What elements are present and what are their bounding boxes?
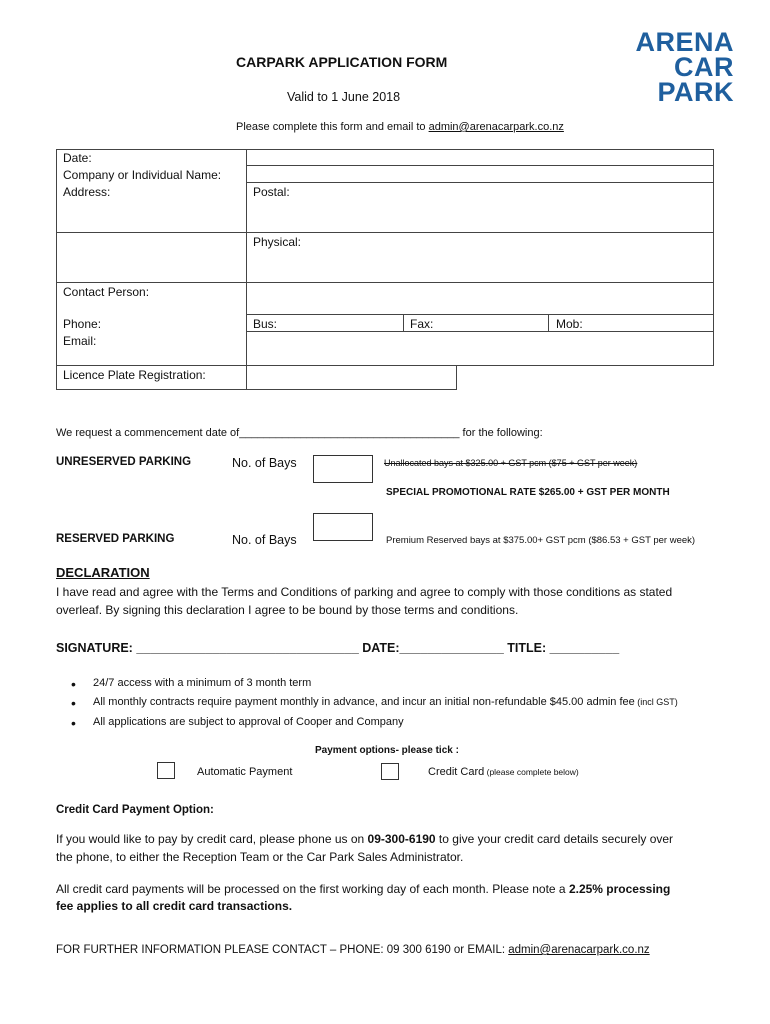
- table-border: [56, 149, 713, 390]
- credit-card-paragraph-1-line-2: the phone, to either the Reception Team or the Car Park Sales Administrator.: [56, 850, 464, 864]
- declaration-line-1: I have read and agree with the Terms and Conditions of parking and agree to comply with those conditions as stated: [56, 585, 673, 599]
- company-label: Company or Individual Name:: [63, 168, 222, 182]
- cc-phone: 09-300-6190: [367, 832, 436, 846]
- credit-card-note: (please complete below): [484, 767, 579, 777]
- cc-p1-b: to give your credit card details securely over: [435, 832, 674, 846]
- instruction-text: Please complete this form and email to: [236, 121, 429, 133]
- form-title: CARPARK APPLICATION FORM: [236, 54, 448, 70]
- reserved-price: Premium Reserved bays at $375.00+ GST pcm ($86.53 + GST per week): [386, 535, 696, 546]
- cc-p1-a: If you would like to pay by credit card, please phone us on: [56, 832, 368, 846]
- credit-card-option: [428, 766, 579, 778]
- postal-label: Postal:: [253, 185, 290, 199]
- commencement-request: [56, 427, 543, 439]
- commencement-date-field[interactable]: ____________________________________: [239, 427, 460, 439]
- automatic-payment-checkbox[interactable]: [157, 762, 175, 779]
- reserved-parking-label: RESERVED PARKING: [56, 533, 175, 545]
- special-promotional-rate: SPECIAL PROMOTIONAL RATE $265.00 + GST PER MONTH: [386, 487, 670, 498]
- unreserved-parking-label: UNRESERVED PARKING: [56, 456, 192, 468]
- cc-p2-b: 2.25% processing: [568, 882, 671, 896]
- instruction: [236, 121, 564, 133]
- date-label: Date:: [63, 151, 92, 165]
- credit-card-label: Credit Card: [428, 766, 485, 778]
- footer-email-link[interactable]: admin@arenacarpark.co.nz: [508, 944, 650, 956]
- fax-label: Fax:: [410, 317, 434, 331]
- address-label: Address:: [63, 185, 111, 199]
- unreserved-bays-label: No. of Bays: [232, 456, 297, 470]
- logo-line-2: CAR: [674, 52, 734, 82]
- logo-line-1: ARENA: [635, 27, 734, 57]
- declaration-line-2: overleaf. By signing this declaration I agree to be bound by those terms and conditions.: [56, 603, 519, 617]
- reserved-bays-input[interactable]: [313, 513, 373, 541]
- credit-card-heading: Credit Card Payment Option:: [56, 804, 214, 816]
- logo-line-3: PARK: [657, 77, 734, 107]
- mob-label: Mob:: [556, 317, 583, 331]
- bullet-payment-suffix: (incl GST): [634, 697, 678, 707]
- bullet-approval: • All applications are subject to approval of Cooper and Company: [93, 716, 404, 728]
- email-link[interactable]: admin@arenacarpark.co.nz: [428, 121, 564, 133]
- footer-contact: [56, 944, 650, 956]
- arena-car-park-logo: [622, 27, 734, 107]
- bullet-access: • 24/7 access with a minimum of 3 month term: [93, 677, 311, 689]
- credit-card-paragraph-2-line-2: fee applies to all credit card transactions.: [56, 899, 293, 913]
- declaration-heading: DECLARATION: [56, 565, 150, 580]
- payment-options-heading: Payment options- please tick :: [315, 745, 459, 756]
- signature-line[interactable]: SIGNATURE: ________________________________ DATE:_______________ TITLE: __________: [56, 641, 620, 655]
- reserved-bays-label: No. of Bays: [232, 533, 297, 547]
- unreserved-bays-input[interactable]: [313, 455, 373, 483]
- licence-plate-label: Licence Plate Registration:: [63, 368, 206, 382]
- phone-label: Phone:: [63, 317, 102, 331]
- request-suffix: for the following:: [462, 427, 543, 439]
- valid-date: Valid to 1 June 2018: [287, 90, 401, 104]
- bullet-payment: [93, 696, 678, 708]
- automatic-payment-label: Automatic Payment: [197, 766, 293, 778]
- contact-person-label: Contact Person:: [63, 285, 150, 299]
- request-prefix: We request a commencement date of: [56, 427, 240, 439]
- credit-card-paragraph-1: [56, 832, 673, 846]
- cc-p2-a: All credit card payments will be processed on the first working day of each month. Please note a: [56, 882, 569, 896]
- footer-text: FOR FURTHER INFORMATION PLEASE CONTACT – PHONE: 09 300 6190 or EMAIL:: [56, 944, 509, 956]
- bullet-payment-text: All monthly contracts require payment monthly in advance, and incur an initial non-refundable $45.00 admin fee: [93, 696, 635, 708]
- email-label: Email:: [63, 334, 97, 348]
- physical-label: Physical:: [253, 235, 302, 249]
- unreserved-price: Unallocated bays at $325.00 + GST pcm ($75 + GST per week): [384, 458, 638, 468]
- bus-label: Bus:: [253, 317, 278, 331]
- credit-card-paragraph-2: [56, 882, 670, 896]
- credit-card-checkbox[interactable]: [381, 763, 399, 780]
